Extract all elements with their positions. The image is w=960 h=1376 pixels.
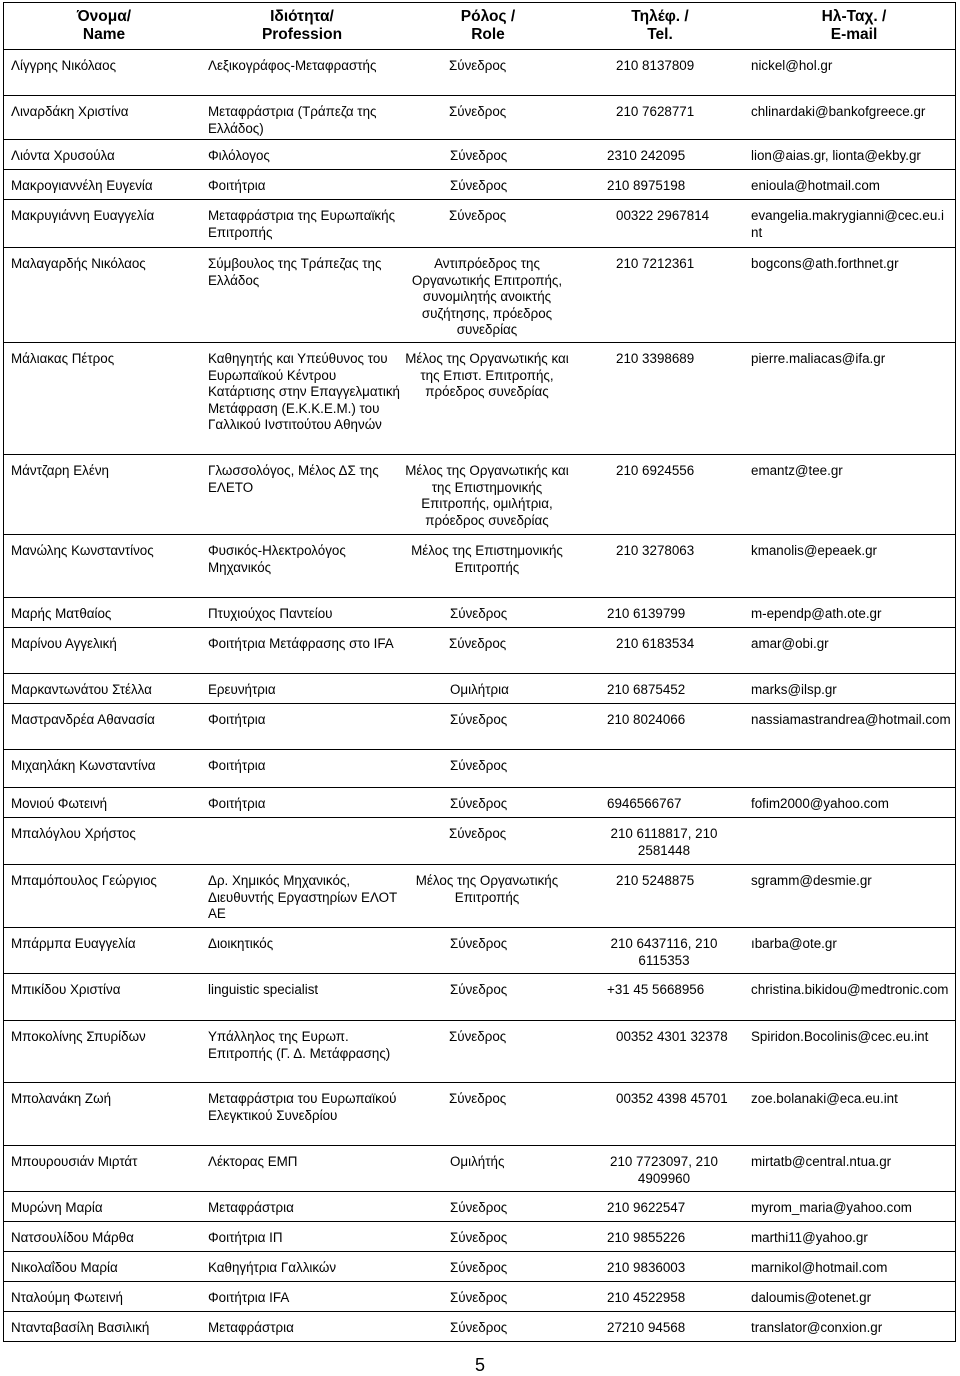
header-role xyxy=(404,3,572,49)
participant-email: emantz@tee.gr xyxy=(751,463,843,478)
participant-profession: Φιλόλογος xyxy=(208,148,270,163)
participant-tel: 210 8137809 xyxy=(616,58,695,73)
header-profession-en: Profession xyxy=(261,26,343,43)
table-row xyxy=(3,1281,956,1311)
header-tel-en: Tel. xyxy=(647,26,673,43)
participant-role: Σύνεδρος xyxy=(450,712,508,727)
participant-name: Μπάρμπα Ευαγγελία xyxy=(11,936,136,951)
participant-tel: +31 45 5668956 xyxy=(607,982,705,997)
participant-email: fofim2000@yahoo.com xyxy=(751,796,889,811)
participant-profession: linguistic specialist xyxy=(208,982,319,997)
participant-profession: Καθηγήτρια Γαλλικών xyxy=(208,1260,337,1275)
participant-email: chlinardaki@bankofgreece.gr xyxy=(751,104,926,119)
participant-role: Μέλος της Οργανωτικής και της Επιστημονικής Επιτροπής, ομιλήτρια, πρόεδρος συνεδρίας xyxy=(405,463,569,528)
participant-name: Μαρκαντωνάτου Στέλλα xyxy=(11,682,152,697)
participant-role: Σύνεδρος xyxy=(450,936,508,951)
participant-role: Μέλος της Επιστημονικής Επιτροπής xyxy=(411,543,563,575)
participant-tel: 210 5248875 xyxy=(616,873,695,888)
header-tel xyxy=(574,3,746,49)
participant-email: kmanolis@epeaek.gr xyxy=(751,543,877,558)
participant-profession: Φοιτήτρια Μετάφρασης στο IFA xyxy=(208,636,394,651)
participant-name: Νικολαΐδου Μαρία xyxy=(11,1260,118,1275)
participant-profession: Υπάλληλος της Ευρωπ. Επιτροπής (Γ. Δ. Μετάφρασης) xyxy=(208,1029,391,1061)
participant-profession: Μεταφράστρια του Ευρωπαϊκού Ελεγκτικού Συνεδρίου xyxy=(208,1091,397,1123)
participant-tel: 210 6139799 xyxy=(607,606,686,621)
participant-role: Σύνεδρος xyxy=(449,208,507,223)
table-row xyxy=(3,749,956,787)
participant-tel: 00322 2967814 xyxy=(616,208,710,223)
participant-name: Μαστρανδρέα Αθανασία xyxy=(11,712,155,727)
participant-email: m-ependp@ath.ote.gr xyxy=(751,606,882,621)
table-row xyxy=(3,1145,956,1191)
table-row xyxy=(3,787,956,817)
participant-name: Μπαμόπουλος Γεώργιος xyxy=(11,873,157,888)
participant-name: Λιναρδάκη Χριστίνα xyxy=(11,104,129,119)
participant-role: Σύνεδρος xyxy=(450,1230,508,1245)
participant-profession: Μεταφράστρια της Ευρωπαϊκής Επιτροπής xyxy=(208,208,396,240)
participant-tel: 210 3278063 xyxy=(616,543,695,558)
participant-name: Μπολανάκη Ζωή xyxy=(11,1091,112,1106)
table-row xyxy=(3,199,956,247)
participant-role: Ομιλήτής xyxy=(450,1154,505,1169)
table-row xyxy=(3,454,956,534)
table-row xyxy=(3,673,956,703)
participant-name: Νταλούμη Φωτεινή xyxy=(11,1290,123,1305)
participant-tel: 6946566767 xyxy=(607,796,682,811)
participant-email: enioula@hotmail.com xyxy=(751,178,880,193)
participant-role: Μέλος της Οργανωτικής και της Επιστ. Επιτροπής, πρόεδρος συνεδρίας xyxy=(405,351,569,399)
participant-tel: 210 6875452 xyxy=(607,682,686,697)
table-row xyxy=(3,1020,956,1082)
table-row xyxy=(3,597,956,627)
participant-tel: 210 6118817, 210 2581448 xyxy=(610,826,718,858)
header-tel-gr: Τηλέφ. / xyxy=(631,8,689,25)
table-row xyxy=(3,703,956,749)
participant-name: Μάλιακας Πέτρος xyxy=(11,351,115,366)
participant-role: Σύνεδρος xyxy=(450,148,508,163)
participant-email: christina.bikidou@medtronic.com xyxy=(751,982,949,997)
participant-profession: Δρ. Χημικός Μηχανικός, Διευθυντής Εργαστηρίων ΕΛΟΤ ΑΕ xyxy=(208,873,397,921)
participant-profession: Καθηγητής και Υπεύθυνος του Ευρωπαϊκού Κέντρου Κατάρτισης στην Επαγγελματική Μετάφραση (Ε.Κ.Κ.Ε.Μ.) του Γαλλικού Ινστιτούτου Αθηνών xyxy=(208,351,400,432)
table-row xyxy=(3,1191,956,1221)
table-row xyxy=(3,1082,956,1145)
participant-profession: Ερευνήτρια xyxy=(208,682,276,697)
participant-role: Μέλος της Οργανωτικής Επιτροπής xyxy=(415,873,559,905)
participant-role: Σύνεδρος xyxy=(450,982,508,997)
participant-tel: 210 9622547 xyxy=(607,1200,686,1215)
table-row xyxy=(3,247,956,342)
participant-tel: 210 6437116, 210 6115353 xyxy=(610,936,718,968)
table-row xyxy=(3,627,956,673)
participant-email: bogcons@ath.forthnet.gr xyxy=(751,256,899,271)
participant-role: Σύνεδρος xyxy=(450,606,508,621)
participant-name: Ντανταβασίλη Βασιλική xyxy=(11,1320,150,1335)
participant-email: zoe.bolanaki@eca.eu.int xyxy=(751,1091,898,1106)
participant-profession: Φυσικός-Ηλεκτρολόγος Μηχανικός xyxy=(208,543,346,575)
table-body xyxy=(3,49,956,1342)
participant-name: Λιόντα Χρυσούλα xyxy=(11,148,115,163)
table-row xyxy=(3,169,956,199)
participant-email: nickel@hol.gr xyxy=(751,58,833,73)
participant-email: myrom_maria@yahoo.com xyxy=(751,1200,912,1215)
participant-profession: Διοικητικός xyxy=(208,936,274,951)
participant-name: Μαρίνου Αγγελική xyxy=(11,636,117,651)
participant-email: marnikol@hotmail.com xyxy=(751,1260,888,1275)
participant-profession: Μεταφράστρια xyxy=(208,1320,294,1335)
table-row xyxy=(3,1311,956,1342)
participant-name: Μιχαηλάκη Κωνσταντίνα xyxy=(11,758,156,773)
participant-role: Σύνεδρος xyxy=(450,758,508,773)
participant-profession: Φοιτήτρια ΙΠ xyxy=(208,1230,283,1245)
participant-profession: Λέκτορας ΕΜΠ xyxy=(208,1154,298,1169)
participant-profession: Λεξικογράφος-Μεταφραστής xyxy=(208,58,377,73)
header-profession-gr: Ιδιότητα/ xyxy=(270,8,334,25)
participant-tel: 210 4522958 xyxy=(607,1290,686,1305)
participant-tel: 210 8975198 xyxy=(607,178,686,193)
participant-profession: Μεταφράστρια (Τράπεζα της Ελλάδος) xyxy=(208,104,377,136)
participant-role: Σύνεδρος xyxy=(450,1200,508,1215)
participant-name: Μαλαγαρδής Νικόλαος xyxy=(11,256,146,271)
table-row xyxy=(3,817,956,864)
table-row xyxy=(3,1221,956,1251)
participant-role: Αντιπρόεδρος της Οργανωτικής Επιτροπής, συνομιλητής ανοικτής συζήτησης, πρόεδρος συνεδρίας xyxy=(411,256,563,337)
header-email xyxy=(751,3,957,49)
participant-name: Μονιού Φωτεινή xyxy=(11,796,108,811)
participant-profession: Φοιτήτρια xyxy=(208,796,266,811)
participant-name: Νατσουλίδου Μάρθα xyxy=(11,1230,134,1245)
table-row xyxy=(3,927,956,973)
participant-role: Σύνεδρος xyxy=(449,1029,507,1044)
participant-role: Σύνεδρος xyxy=(450,1320,508,1335)
participant-name: Μακρυγιάννη Ευαγγελία xyxy=(11,208,155,223)
participant-email: sgramm@desmie.gr xyxy=(751,873,872,888)
participant-name: Μποκολίνης Σπυρίδων xyxy=(11,1029,146,1044)
participant-email: marthi11@yahoo.gr xyxy=(751,1230,868,1245)
participant-profession: Γλωσσολόγος, Μέλος ΔΣ της ΕΛΕΤΟ xyxy=(208,463,379,495)
page-number: 5 xyxy=(474,1355,485,1375)
participant-email: nassiamastrandrea@hotmail.com xyxy=(751,712,951,727)
participant-email: mirtatb@central.ntua.gr xyxy=(751,1154,892,1169)
participant-role: Σύνεδρος xyxy=(450,1260,508,1275)
participant-profession: Μεταφράστρια xyxy=(208,1200,294,1215)
table-row xyxy=(3,95,956,139)
participant-tel: 210 8024066 xyxy=(607,712,686,727)
participant-role: Σύνεδρος xyxy=(450,178,508,193)
participant-name: Μάντζαρη Ελένη xyxy=(11,463,109,478)
header-role-en: Role xyxy=(471,26,505,43)
participant-email: marks@ilsp.gr xyxy=(751,682,837,697)
table-row xyxy=(3,342,956,454)
participant-email: pierre.maliacas@ifa.gr xyxy=(751,351,886,366)
participant-tel: 00352 4398 45701 xyxy=(616,1091,728,1106)
participant-role: Σύνεδρος xyxy=(449,58,507,73)
participant-tel: 27210 94568 xyxy=(607,1320,686,1335)
participant-tel: 2310 242095 xyxy=(607,148,686,163)
participant-role: Σύνεδρος xyxy=(449,826,507,841)
participant-role: Σύνεδρος xyxy=(449,636,507,651)
participant-role: Σύνεδρος xyxy=(450,1290,508,1305)
table-header xyxy=(3,2,956,49)
participant-role: Σύνεδρος xyxy=(449,104,507,119)
participant-email: lion@aias.gr, lionta@ekby.gr xyxy=(751,148,921,163)
participant-email: translator@conxion.gr xyxy=(751,1320,883,1335)
participant-role: Σύνεδρος xyxy=(450,796,508,811)
header-name-en: Name xyxy=(82,26,126,43)
participant-tel: 210 3398689 xyxy=(616,351,695,366)
participant-profession: Σύμβουλος της Τράπεζας της Ελλάδος xyxy=(208,256,382,288)
participant-tel: 00352 4301 32378 xyxy=(616,1029,728,1044)
table-row xyxy=(3,534,956,597)
participant-tel: 210 7723097, 210 4909960 xyxy=(610,1154,718,1186)
participant-tel: 210 7212361 xyxy=(616,256,695,271)
participant-email: amar@obi.gr xyxy=(751,636,829,651)
participant-email: Spiridon.Bocolinis@cec.eu.int xyxy=(751,1029,929,1044)
participant-name: Μανώλης Κωνσταντίνος xyxy=(11,543,154,558)
table-row xyxy=(3,1251,956,1281)
participant-name: Μπαλόγλου Χρήστος xyxy=(11,826,136,841)
participant-tel: 210 9836003 xyxy=(607,1260,686,1275)
participant-profession: Φοιτήτρια IFA xyxy=(208,1290,290,1305)
participant-role: Ομιλήτρια xyxy=(450,682,509,697)
table-row xyxy=(3,139,956,169)
participant-name: Μυρώνη Μαρία xyxy=(11,1200,103,1215)
participant-tel: 210 6924556 xyxy=(616,463,695,478)
participant-email: ıbarba@ote.gr xyxy=(751,936,837,951)
participant-email: daloumis@otenet.gr xyxy=(751,1290,872,1305)
participant-tel: 210 7628771 xyxy=(616,104,695,119)
header-name xyxy=(4,3,204,49)
header-email-en: E-mail xyxy=(830,26,878,43)
participant-profession: Φοιτήτρια xyxy=(208,712,266,727)
participant-role: Σύνεδρος xyxy=(449,1091,507,1106)
participants-table xyxy=(3,2,956,1342)
header-role-gr: Ρόλος / xyxy=(460,8,516,25)
participant-name: Μακρογιαννέλη Ευγενία xyxy=(11,178,153,193)
participant-name: Μπικίδου Χριστίνα xyxy=(11,982,121,997)
header-profession xyxy=(204,3,400,49)
table-row xyxy=(3,864,956,927)
header-email-gr: Ηλ-Ταχ. / xyxy=(821,8,887,25)
participant-email: evangelia.makrygianni@cec.eu.int xyxy=(751,208,944,240)
participant-tel: 210 9855226 xyxy=(607,1230,686,1245)
participant-profession: Φοιτήτρια xyxy=(208,178,266,193)
participant-profession: Πτυχιούχος Παντείου xyxy=(208,606,333,621)
participant-name: Μαρής Ματθαίος xyxy=(11,606,112,621)
participant-name: Μπουρουσιάν Μιρτάτ xyxy=(11,1154,138,1169)
table-row xyxy=(3,973,956,1020)
participant-name: Λίγγρης Νικόλαος xyxy=(11,58,117,73)
participant-profession: Φοιτήτρια xyxy=(208,758,266,773)
header-name-gr: Όνομα/ xyxy=(76,8,132,25)
table-row xyxy=(3,49,956,95)
participant-tel: 210 6183534 xyxy=(616,636,695,651)
